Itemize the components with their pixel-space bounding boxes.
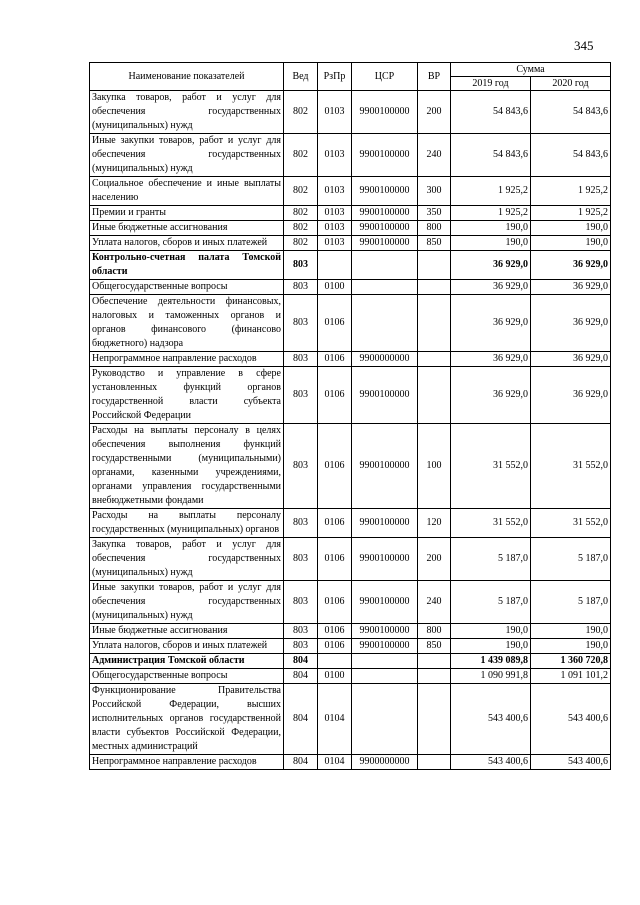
cell-ved: 804 (284, 669, 318, 684)
cell-2019: 190,0 (451, 639, 531, 654)
table-row (90, 624, 611, 639)
cell-2019: 1 925,2 (451, 206, 531, 221)
cell-vr: 800 (418, 221, 451, 236)
cell-ved: 804 (284, 684, 318, 755)
cell-ved: 803 (284, 581, 318, 624)
cell-vr: 100 (418, 424, 451, 509)
cell-2020: 190,0 (531, 221, 611, 236)
cell-rzpr: 0106 (318, 509, 352, 538)
cell-ved: 803 (284, 367, 318, 424)
cell-vr (418, 367, 451, 424)
cell-ved: 802 (284, 91, 318, 134)
cell-ved: 803 (284, 509, 318, 538)
cell-name: Расходы на выплаты персоналу в целях обеспечения выполнения функций государственными (муниципальными) органами, казенными учреждениями, органами управления государственными внебюджетными фондами (90, 424, 284, 509)
cell-ved: 802 (284, 206, 318, 221)
cell-2020: 1 925,2 (531, 177, 611, 206)
cell-2019: 36 929,0 (451, 295, 531, 352)
cell-rzpr: 0103 (318, 236, 352, 251)
cell-rzpr (318, 654, 352, 669)
cell-rzpr: 0103 (318, 206, 352, 221)
cell-2019: 1 925,2 (451, 177, 531, 206)
cell-name: Социальное обеспечение и иные выплаты населению (90, 177, 284, 206)
cell-2019: 36 929,0 (451, 251, 531, 280)
cell-rzpr: 0100 (318, 280, 352, 295)
cell-2020: 54 843,6 (531, 134, 611, 177)
cell-2019: 54 843,6 (451, 134, 531, 177)
cell-name: Руководство и управление в сфере установленных функций органов государственной власти субъекта Российской Федерации (90, 367, 284, 424)
cell-ved: 803 (284, 424, 318, 509)
cell-csr: 9900100000 (352, 639, 418, 654)
cell-rzpr: 0106 (318, 639, 352, 654)
cell-2019: 36 929,0 (451, 352, 531, 367)
cell-2020: 31 552,0 (531, 509, 611, 538)
cell-2020: 36 929,0 (531, 295, 611, 352)
header-ved: Вед (284, 63, 318, 91)
cell-vr (418, 280, 451, 295)
cell-rzpr: 0106 (318, 624, 352, 639)
table-row (90, 91, 611, 134)
cell-rzpr: 0103 (318, 177, 352, 206)
cell-csr: 9900100000 (352, 509, 418, 538)
cell-rzpr: 0103 (318, 134, 352, 177)
cell-rzpr: 0100 (318, 669, 352, 684)
table-row (90, 581, 611, 624)
cell-2019: 54 843,6 (451, 91, 531, 134)
cell-2019: 31 552,0 (451, 509, 531, 538)
header-name: Наименование показателей (90, 63, 284, 91)
cell-name: Уплата налогов, сборов и иных платежей (90, 236, 284, 251)
cell-csr: 9900000000 (352, 352, 418, 367)
cell-rzpr: 0106 (318, 295, 352, 352)
cell-csr (352, 684, 418, 755)
table-row (90, 206, 611, 221)
cell-name: Непрограммное направление расходов (90, 755, 284, 770)
cell-rzpr: 0106 (318, 424, 352, 509)
cell-ved: 803 (284, 538, 318, 581)
cell-rzpr: 0103 (318, 221, 352, 236)
cell-csr (352, 295, 418, 352)
table-row (90, 177, 611, 206)
cell-ved: 803 (284, 624, 318, 639)
cell-rzpr: 0106 (318, 538, 352, 581)
cell-rzpr: 0104 (318, 755, 352, 770)
budget-table (89, 62, 611, 770)
cell-vr: 800 (418, 624, 451, 639)
cell-rzpr: 0104 (318, 684, 352, 755)
cell-ved: 804 (284, 654, 318, 669)
cell-vr (418, 352, 451, 367)
cell-2020: 5 187,0 (531, 538, 611, 581)
header-rzpr: РзПр (318, 63, 352, 91)
cell-vr: 350 (418, 206, 451, 221)
table-row (90, 134, 611, 177)
cell-2019: 543 400,6 (451, 684, 531, 755)
cell-vr (418, 295, 451, 352)
cell-name: Общегосударственные вопросы (90, 669, 284, 684)
cell-vr: 850 (418, 639, 451, 654)
cell-2019: 1 090 991,8 (451, 669, 531, 684)
cell-csr: 9900100000 (352, 134, 418, 177)
cell-2020: 36 929,0 (531, 367, 611, 424)
cell-vr (418, 251, 451, 280)
cell-2020: 543 400,6 (531, 684, 611, 755)
cell-ved: 802 (284, 177, 318, 206)
cell-name: Контрольно-счетная палата Томской области (90, 251, 284, 280)
header-vr: ВР (418, 63, 451, 91)
cell-2020: 1 091 101,2 (531, 669, 611, 684)
cell-name: Иные закупки товаров, работ и услуг для обеспечения государственных (муниципальных) нужд (90, 581, 284, 624)
cell-2020: 190,0 (531, 624, 611, 639)
header-2019: 2019 год (451, 77, 531, 91)
cell-name: Закупка товаров, работ и услуг для обеспечения государственных (муниципальных) нужд (90, 538, 284, 581)
table-row (90, 367, 611, 424)
cell-2019: 1 439 089,8 (451, 654, 531, 669)
cell-2019: 31 552,0 (451, 424, 531, 509)
cell-ved: 803 (284, 280, 318, 295)
cell-csr: 9900100000 (352, 236, 418, 251)
cell-2019: 5 187,0 (451, 538, 531, 581)
cell-vr: 240 (418, 581, 451, 624)
cell-csr: 9900100000 (352, 624, 418, 639)
cell-2019: 190,0 (451, 624, 531, 639)
cell-2019: 190,0 (451, 221, 531, 236)
cell-csr: 9900000000 (352, 755, 418, 770)
cell-csr: 9900100000 (352, 424, 418, 509)
cell-rzpr: 0106 (318, 581, 352, 624)
cell-name: Иные закупки товаров, работ и услуг для обеспечения государственных (муниципальных) нужд (90, 134, 284, 177)
cell-2019: 5 187,0 (451, 581, 531, 624)
table-row (90, 280, 611, 295)
table-row (90, 684, 611, 755)
cell-2019: 543 400,6 (451, 755, 531, 770)
table-row (90, 236, 611, 251)
cell-csr (352, 669, 418, 684)
cell-csr: 9900100000 (352, 206, 418, 221)
cell-vr (418, 654, 451, 669)
cell-ved: 803 (284, 352, 318, 367)
cell-vr: 850 (418, 236, 451, 251)
cell-csr: 9900100000 (352, 367, 418, 424)
page-number: 345 (574, 38, 594, 53)
cell-vr: 240 (418, 134, 451, 177)
cell-csr: 9900100000 (352, 91, 418, 134)
cell-2019: 36 929,0 (451, 280, 531, 295)
table-row (90, 295, 611, 352)
header-2020: 2020 год (531, 77, 611, 91)
cell-2020: 1 360 720,8 (531, 654, 611, 669)
cell-csr: 9900100000 (352, 581, 418, 624)
cell-csr (352, 280, 418, 295)
table-row (90, 538, 611, 581)
cell-csr (352, 251, 418, 280)
table-row (90, 639, 611, 654)
cell-rzpr (318, 251, 352, 280)
cell-ved: 802 (284, 236, 318, 251)
cell-rzpr: 0106 (318, 352, 352, 367)
table-row (90, 424, 611, 509)
cell-vr: 200 (418, 538, 451, 581)
header-csr: ЦСР (352, 63, 418, 91)
cell-2020: 31 552,0 (531, 424, 611, 509)
cell-2020: 543 400,6 (531, 755, 611, 770)
cell-csr (352, 654, 418, 669)
cell-2020: 36 929,0 (531, 280, 611, 295)
cell-ved: 803 (284, 295, 318, 352)
cell-csr: 9900100000 (352, 538, 418, 581)
cell-name: Иные бюджетные ассигнования (90, 221, 284, 236)
cell-2020: 190,0 (531, 639, 611, 654)
cell-csr: 9900100000 (352, 177, 418, 206)
table-row (90, 251, 611, 280)
cell-rzpr: 0106 (318, 367, 352, 424)
cell-2020: 190,0 (531, 236, 611, 251)
cell-vr (418, 755, 451, 770)
cell-vr: 300 (418, 177, 451, 206)
table-row (90, 509, 611, 538)
cell-2020: 36 929,0 (531, 352, 611, 367)
cell-name: Расходы на выплаты персоналу государственных (муниципальных) органов (90, 509, 284, 538)
table-body (90, 91, 611, 770)
cell-ved: 802 (284, 221, 318, 236)
cell-vr (418, 684, 451, 755)
cell-2020: 1 925,2 (531, 206, 611, 221)
cell-vr: 120 (418, 509, 451, 538)
cell-name: Непрограммное направление расходов (90, 352, 284, 367)
table-row (90, 669, 611, 684)
table-header (90, 63, 611, 91)
cell-name: Премии и гранты (90, 206, 284, 221)
cell-2020: 5 187,0 (531, 581, 611, 624)
cell-name: Общегосударственные вопросы (90, 280, 284, 295)
cell-name: Обеспечение деятельности финансовых, налоговых и таможенных органов и органов финансового (финансово бюджетного) надзора (90, 295, 284, 352)
table-row (90, 352, 611, 367)
cell-2020: 54 843,6 (531, 91, 611, 134)
cell-name: Администрация Томской области (90, 654, 284, 669)
table-row (90, 755, 611, 770)
header-sum: Сумма (451, 63, 611, 77)
cell-name: Закупка товаров, работ и услуг для обеспечения государственных (муниципальных) нужд (90, 91, 284, 134)
cell-vr: 200 (418, 91, 451, 134)
cell-vr (418, 669, 451, 684)
cell-name: Уплата налогов, сборов и иных платежей (90, 639, 284, 654)
table-row (90, 654, 611, 669)
cell-ved: 802 (284, 134, 318, 177)
cell-name: Функционирование Правительства Российской Федерации, высших исполнительных органов государственной власти субъектов Российской Федерации, местных администраций (90, 684, 284, 755)
cell-ved: 803 (284, 639, 318, 654)
cell-2020: 36 929,0 (531, 251, 611, 280)
cell-2019: 190,0 (451, 236, 531, 251)
cell-csr: 9900100000 (352, 221, 418, 236)
cell-ved: 804 (284, 755, 318, 770)
cell-rzpr: 0103 (318, 91, 352, 134)
cell-2019: 36 929,0 (451, 367, 531, 424)
cell-name: Иные бюджетные ассигнования (90, 624, 284, 639)
cell-ved: 803 (284, 251, 318, 280)
table-row (90, 221, 611, 236)
